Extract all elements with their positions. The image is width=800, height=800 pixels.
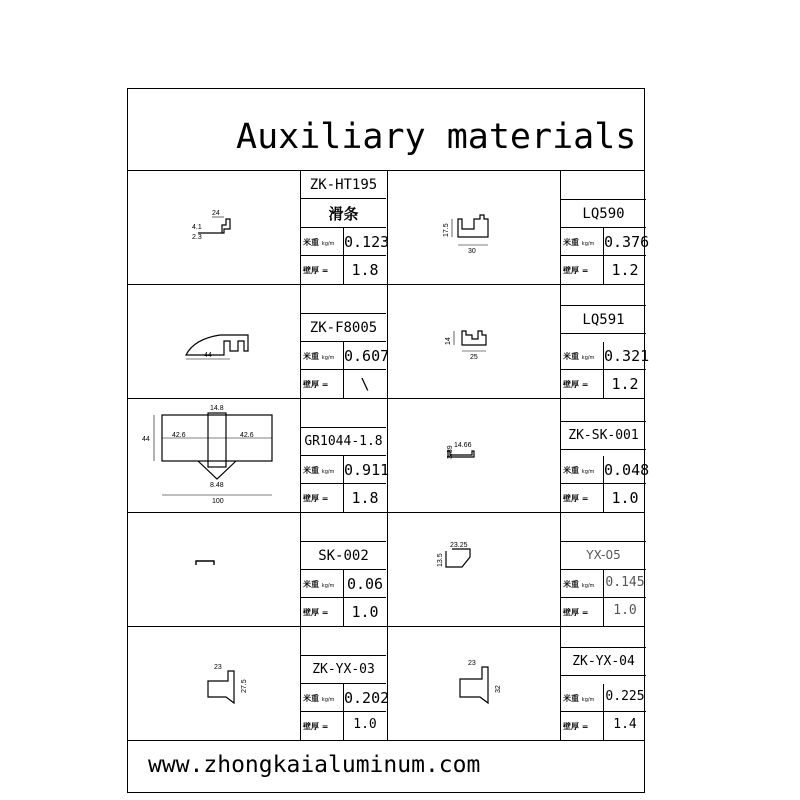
weight-cell bbox=[561, 456, 650, 484]
product-code: GR1044-1.8 bbox=[304, 434, 383, 449]
weight-label: 米重 kg/m bbox=[563, 352, 595, 361]
weight-cell bbox=[561, 570, 646, 598]
weight-cell bbox=[561, 342, 650, 370]
product-card-zk-sk-001 bbox=[388, 399, 650, 512]
code-cell bbox=[561, 199, 646, 228]
profile-drawing bbox=[128, 171, 300, 284]
thickness-value: \ bbox=[360, 375, 370, 393]
thickness-label: 壁厚 = bbox=[563, 266, 589, 275]
thickness-cell bbox=[561, 598, 646, 627]
name-cell bbox=[301, 199, 386, 228]
profile-drawing bbox=[128, 513, 300, 626]
thickness-label: 壁厚 = bbox=[563, 722, 589, 731]
weight-cell bbox=[301, 342, 390, 370]
code-cell-empty bbox=[301, 285, 386, 313]
product-card-lq590 bbox=[388, 171, 650, 284]
product-code: LQ591 bbox=[582, 312, 625, 328]
product-code: ZK-YX-03 bbox=[312, 662, 375, 677]
product-card-zk-yx-03 bbox=[128, 627, 388, 740]
spec-column bbox=[560, 285, 650, 398]
product-code: SK-002 bbox=[318, 548, 369, 564]
thickness-cell bbox=[301, 370, 386, 399]
product-row bbox=[128, 627, 644, 741]
spec-column bbox=[560, 399, 650, 512]
profile-drawing bbox=[128, 285, 300, 398]
code-cell bbox=[301, 313, 386, 342]
code-cell bbox=[561, 647, 646, 676]
code-cell bbox=[301, 541, 386, 570]
weight-label: 米重 kg/m bbox=[303, 694, 335, 703]
dim-label: 23 bbox=[214, 664, 222, 671]
page-title: Auxiliary materials bbox=[236, 117, 637, 157]
thickness-label: 壁厚 = bbox=[303, 722, 329, 731]
profile-drawing bbox=[128, 399, 300, 512]
weight-cell bbox=[561, 684, 646, 712]
spec-column bbox=[300, 171, 390, 284]
profile-zk-f8005-svg bbox=[128, 285, 300, 399]
product-code: YX-05 bbox=[586, 548, 621, 562]
product-card-gr1044 bbox=[128, 399, 388, 512]
dim-label: 32 bbox=[495, 685, 502, 693]
thickness-value: 1.2 bbox=[611, 375, 639, 393]
thickness-value: 1.8 bbox=[351, 261, 379, 279]
weight-value: 0.202 bbox=[344, 689, 390, 707]
thickness-label: 壁厚 = bbox=[303, 266, 329, 275]
code-cell bbox=[301, 427, 386, 456]
catalog-sheet bbox=[127, 88, 650, 793]
product-card-zk-f8005 bbox=[128, 285, 388, 398]
dim-label: 23 bbox=[468, 660, 476, 667]
dim-label: 42.6 bbox=[240, 432, 254, 439]
thickness-cell bbox=[561, 370, 646, 399]
spec-column bbox=[300, 399, 390, 512]
weight-value: 0.376 bbox=[604, 233, 650, 251]
dim-label: 13.5 bbox=[437, 553, 444, 567]
weight-value: 0.321 bbox=[604, 347, 650, 365]
thickness-cell bbox=[561, 256, 646, 285]
weight-label: 米重 kg/m bbox=[563, 238, 595, 247]
profile-lq591-svg bbox=[388, 285, 560, 399]
dim-label: 8.48 bbox=[210, 482, 224, 489]
weight-cell bbox=[561, 228, 650, 256]
weight-cell bbox=[301, 456, 390, 484]
dim-label: 100 bbox=[212, 498, 224, 505]
product-name: 滑条 bbox=[328, 205, 359, 223]
thickness-cell bbox=[561, 484, 646, 513]
product-row bbox=[128, 171, 650, 285]
product-code: ZK-SK-001 bbox=[568, 428, 639, 443]
weight-label: 米重 kg/m bbox=[563, 580, 595, 589]
profile-zk-yx-04-svg bbox=[388, 627, 560, 741]
code-cell-empty bbox=[301, 513, 386, 541]
profile-drawing bbox=[388, 171, 560, 284]
product-card-lq591 bbox=[388, 285, 650, 398]
weight-cell bbox=[301, 228, 390, 256]
dim-label: 25 bbox=[470, 354, 478, 361]
dim-label: 4.1 bbox=[192, 224, 202, 231]
thickness-value: 1.0 bbox=[351, 603, 379, 621]
weight-label: 米重 kg/m bbox=[303, 352, 335, 361]
code-cell bbox=[301, 655, 386, 684]
dim-label: 14 bbox=[445, 337, 452, 345]
weight-label: 米重 kg/m bbox=[303, 238, 335, 247]
dim-label: 23.25 bbox=[450, 542, 468, 549]
product-code: ZK-HT195 bbox=[309, 177, 378, 193]
dim-label: 44 bbox=[204, 352, 212, 359]
thickness-label: 壁厚 = bbox=[563, 494, 589, 503]
thickness-cell bbox=[301, 256, 386, 285]
dim-label: 27.5 bbox=[241, 679, 248, 693]
thickness-label: 壁厚 = bbox=[303, 608, 329, 617]
thickness-value: 1.4 bbox=[613, 717, 637, 732]
dim-label: 14.8 bbox=[210, 405, 224, 412]
weight-value: 0.607 bbox=[344, 347, 390, 365]
title-bar bbox=[128, 89, 644, 171]
profile-zk-yx-03-svg bbox=[128, 627, 300, 741]
profile-zk-sk-001-svg bbox=[388, 399, 560, 513]
product-card-sk-002 bbox=[128, 513, 388, 626]
product-card-yx-05 bbox=[388, 513, 646, 626]
weight-value: 0.06 bbox=[346, 575, 384, 593]
profile-lq590-svg bbox=[388, 171, 560, 285]
weight-label: 米重 kg/m bbox=[563, 466, 595, 475]
dim-label: 44 bbox=[142, 436, 150, 443]
spec-column bbox=[300, 513, 386, 626]
weight-value: 0.911 bbox=[344, 461, 390, 479]
weight-label: 米重 kg/m bbox=[303, 580, 335, 589]
thickness-value: 1.0 bbox=[613, 603, 637, 618]
product-row bbox=[128, 285, 650, 399]
weight-cell bbox=[301, 570, 386, 598]
profile-drawing bbox=[388, 285, 560, 398]
product-code: ZK-YX-04 bbox=[572, 654, 635, 669]
thickness-label: 壁厚 = bbox=[303, 494, 329, 503]
weight-label: 米重 kg/m bbox=[303, 466, 335, 475]
code-cell bbox=[301, 171, 386, 199]
profile-yx-05-svg bbox=[388, 513, 560, 627]
weight-cell bbox=[301, 684, 390, 712]
dim-label: 24 bbox=[212, 210, 220, 217]
profile-gr1044-svg bbox=[128, 399, 300, 513]
profile-drawing bbox=[388, 513, 560, 626]
code-cell-empty bbox=[561, 171, 646, 199]
code-cell bbox=[561, 421, 646, 450]
product-card-zk-ht195 bbox=[128, 171, 388, 284]
thickness-value: 1.0 bbox=[353, 717, 377, 732]
footer bbox=[128, 736, 644, 792]
profile-drawing bbox=[388, 627, 560, 740]
product-row bbox=[128, 513, 644, 627]
weight-label: 米重 kg/m bbox=[563, 694, 595, 703]
thickness-label: 壁厚 = bbox=[563, 608, 589, 617]
dim-label: 14.66 bbox=[454, 442, 472, 449]
profile-drawing bbox=[128, 627, 300, 740]
spec-column bbox=[560, 513, 646, 626]
code-cell-empty bbox=[301, 399, 386, 427]
product-code: ZK-F8005 bbox=[309, 320, 378, 336]
thickness-cell bbox=[301, 484, 386, 513]
thickness-label: 壁厚 = bbox=[563, 380, 589, 389]
weight-value: 0.123 bbox=[344, 233, 390, 251]
dim-label: 2.3 bbox=[192, 234, 202, 241]
code-cell bbox=[561, 305, 646, 334]
code-cell bbox=[561, 541, 646, 570]
website-url[interactable]: www.zhongkaialuminum.com bbox=[148, 752, 481, 778]
product-row bbox=[128, 399, 650, 513]
weight-value: 0.048 bbox=[604, 461, 650, 479]
code-cell-empty bbox=[301, 627, 386, 655]
dim-label: 17.5 bbox=[443, 223, 450, 237]
spec-column bbox=[560, 171, 650, 284]
code-cell-empty bbox=[561, 513, 646, 541]
weight-value: 0.225 bbox=[605, 689, 645, 704]
thickness-value: 1.0 bbox=[611, 489, 639, 507]
thickness-value: 1.2 bbox=[611, 261, 639, 279]
product-card-zk-yx-04 bbox=[388, 627, 646, 740]
thickness-cell bbox=[301, 598, 386, 627]
thickness-value: 1.8 bbox=[351, 489, 379, 507]
spec-column bbox=[300, 627, 390, 740]
spec-column bbox=[300, 285, 390, 398]
product-code: LQ590 bbox=[582, 206, 625, 222]
thickness-label: 壁厚 = bbox=[303, 380, 329, 389]
profile-drawing bbox=[388, 399, 560, 512]
profile-sk-002-svg bbox=[128, 513, 300, 627]
dim-label: 30 bbox=[468, 248, 476, 255]
weight-value: 0.145 bbox=[605, 575, 645, 590]
dim-label: 3.39 bbox=[447, 445, 454, 459]
dim-label: 42.6 bbox=[172, 432, 186, 439]
profile-zk-ht195-svg bbox=[128, 171, 300, 285]
spec-column bbox=[560, 627, 646, 740]
